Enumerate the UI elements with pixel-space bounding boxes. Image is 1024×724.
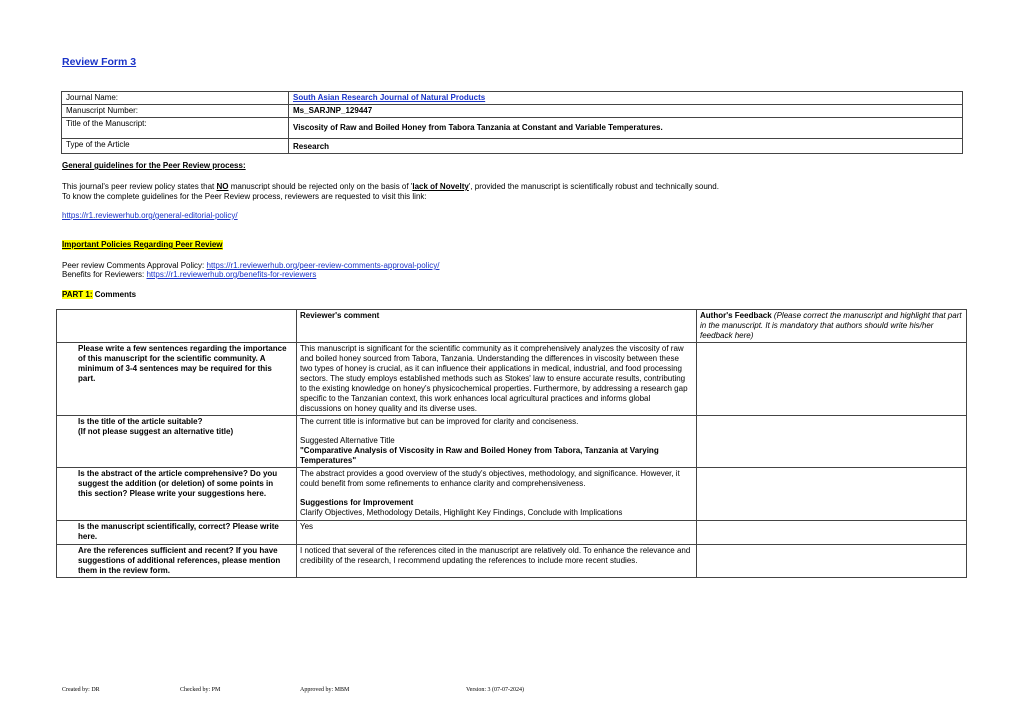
editorial-policy-link[interactable]: https://r1.reviewerhub.org/general-editorial-policy/ xyxy=(62,211,238,220)
lack-of-novelty: lack of Novelty xyxy=(412,182,469,191)
info-label: Title of the Manuscript: xyxy=(62,118,289,139)
guidelines-paragraph: This journal's peer review policy states that NO manuscript should be rejected only on the basis of 'lack of Novelty', provided the manuscript is scientifically robust and technically sound. xyxy=(62,182,719,191)
manuscript-title: Viscosity of Raw and Boiled Honey from Tabora Tanzania at Constant and Variable Temperatures. xyxy=(289,118,963,139)
info-row-type xyxy=(62,139,963,154)
info-label: Type of the Article xyxy=(62,139,289,154)
question: Are the references sufficient and recent? If you have suggestions of additional references, please mention them in the review form. xyxy=(57,545,297,578)
policies-heading: Important Policies Regarding Peer Review xyxy=(62,240,223,249)
question: Please write a few sentences regarding the importance of this manuscript for the scientific community. A minimum of 3-4 sentences may be required for this part. xyxy=(57,343,297,416)
guidelines-heading: General guidelines for the Peer Review process: xyxy=(62,161,246,170)
journal-name-link[interactable]: South Asian Research Journal of Natural Products xyxy=(293,93,486,102)
benefits-line: Benefits for Reviewers: https://r1.reviewerhub.org/benefits-for-reviewers xyxy=(62,270,317,279)
comments-header-row xyxy=(57,310,967,343)
author-feedback-cell[interactable] xyxy=(697,545,967,578)
reviewer-comment: This manuscript is significant for the scientific community as it comprehensively analyzes the viscosity of raw and boiled honey sourced from Tabora, Tanzania. Understanding the differences in viscosity between these two types of honey is crucial, as it can influence their applications in medical, industrial, and food processing sectors. The study employs established methods such as Stokes' law to ensure accurate results, contributing to the existing knowledge on honey's physicochemical properties. Furthermore, by addressing a research gap specific to the Tanzanian context, this work enhances local agricultural practices and informs global discussions on honey quality and its diverse uses. xyxy=(297,343,697,416)
manuscript-number: Ms_SARJNP_129447 xyxy=(289,105,963,118)
part1-label: PART 1: xyxy=(62,290,93,299)
table-row xyxy=(57,468,967,521)
footer-version: Version: 3 (07-07-2024) xyxy=(466,687,524,693)
benefits-link[interactable]: https://r1.reviewerhub.org/benefits-for-reviewers xyxy=(146,270,317,279)
author-feedback-cell[interactable] xyxy=(697,521,967,545)
footer-checked: Checked by: PM xyxy=(180,687,221,693)
footer-approved: Approved by: MBM xyxy=(300,687,350,693)
guidelines-link-intro: To know the complete guidelines for the Peer Review process, reviewers are requested to visit this link: xyxy=(62,192,427,201)
no-emphasis: NO xyxy=(216,182,229,191)
reviewer-comment: The current title is informative but can be improved for clarity and conciseness. Suggested Alternative Title "Comparative Analysis of Viscosity in Raw and Boiled Honey from Tabora, Tanzania at Varying Temperatures" xyxy=(297,416,697,468)
form-title: Review Form 3 xyxy=(62,56,137,68)
part1-title: Comments xyxy=(92,290,137,299)
author-feedback-cell[interactable] xyxy=(697,416,967,468)
manuscript-info-table xyxy=(61,91,963,154)
article-type: Research xyxy=(289,139,963,154)
comments-table xyxy=(56,309,967,578)
footer-created: Created by: DR xyxy=(62,687,100,693)
reviewer-comment: Yes xyxy=(297,521,697,545)
approval-policy-line: Peer review Comments Approval Policy: https://r1.reviewerhub.org/peer-review-comments-approval-policy/ xyxy=(62,261,440,270)
question: Is the abstract of the article comprehensive? Do you suggest the addition (or deletion) of some points in this section? Please write your suggestions here. xyxy=(57,468,297,521)
table-row xyxy=(57,521,967,545)
info-label: Journal Name: xyxy=(62,92,289,105)
reviewer-comment: The abstract provides a good overview of the study's objectives, methodology, and significance. However, it could benefit from some refinements to enhance clarity and comprehensiveness. Suggestions for Improvement Clarify Objectives, Methodology Details, Highlight Key Findings, Conclude with Implications xyxy=(297,468,697,521)
table-row xyxy=(57,416,967,468)
info-row-manuscript-number xyxy=(62,105,963,118)
table-row xyxy=(57,343,967,416)
reviewer-comment-header: Reviewer's comment xyxy=(297,310,697,343)
question: Is the manuscript scientifically, correct? Please write here. xyxy=(57,521,297,545)
author-feedback-cell[interactable] xyxy=(697,343,967,416)
approval-policy-link[interactable]: https://r1.reviewerhub.org/peer-review-comments-approval-policy/ xyxy=(206,261,440,270)
info-row-title xyxy=(62,118,963,139)
info-label: Manuscript Number: xyxy=(62,105,289,118)
author-feedback-header: Author's Feedback (Please correct the manuscript and highlight that part in the manuscript. It is mandatory that authors should write his/her feedback here) xyxy=(697,310,967,343)
part1-heading xyxy=(62,290,136,300)
table-row xyxy=(57,545,967,578)
info-row-journal xyxy=(62,92,963,105)
author-feedback-cell[interactable] xyxy=(697,468,967,521)
reviewer-comment: I noticed that several of the references cited in the manuscript are relatively old. To enhance the relevance and credibility of the research, I recommend updating the references to include more recent studies. xyxy=(297,545,697,578)
question: Is the title of the article suitable? (If not please suggest an alternative title) xyxy=(57,416,297,468)
